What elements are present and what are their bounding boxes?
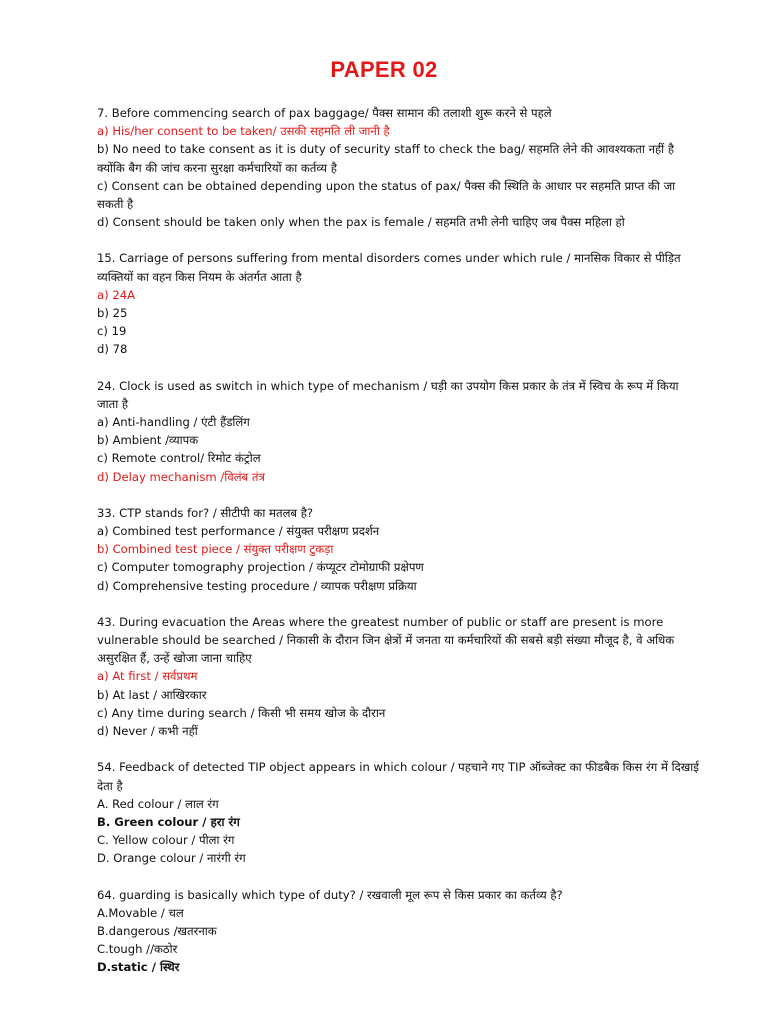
question-block [97, 613, 701, 740]
answer-option-correct: D.static / स्थिर [97, 960, 180, 975]
answer-option: c) Any time during search / किसी भी समय खोज के दौरान [97, 705, 386, 720]
answer-option-correct: a) His/her consent to be taken/ उसकी सहमति ली जानी है [97, 124, 390, 139]
answer-option-correct: B. Green colour / हरा रंग [97, 814, 240, 829]
answer-option: c) Remote control/ रिमोट कंट्रोल [97, 451, 261, 466]
answer-option: d) Never / कभी नहीं [97, 724, 198, 739]
answer-option: A.Movable / चल [97, 905, 184, 920]
answer-option: b) 25 [97, 306, 128, 321]
answer-option: B.dangerous /खतरनाक [97, 923, 217, 938]
answer-option: d) Comprehensive testing procedure / व्यापक परीक्षण प्रक्रिया [97, 578, 417, 593]
question-list [97, 104, 701, 995]
answer-option: b) Ambient /व्यापक [97, 433, 199, 448]
answer-option: C. Yellow colour / पीला रंग [97, 833, 235, 848]
answer-option: C.tough //कठोर [97, 942, 178, 957]
answer-option: a) Anti-handling / एंटी हैंडलिंग [97, 415, 250, 430]
question-block [97, 758, 701, 867]
question-text: 24. Clock is used as switch in which type of mechanism / घड़ी का उपयोग किस प्रकार के तंत्र में स्विच के रूप में किया जाता है [97, 378, 679, 411]
page-title: PAPER 02 [330, 57, 438, 82]
answer-option: b) At last / आखिरकार [97, 687, 207, 702]
question-text: 15. Carriage of persons suffering from mental disorders comes under which rule / मानसिक विकार से पीड़ित व्यक्तियों का वहन किस नियम के अंतर्गत आता है [97, 251, 681, 284]
answer-option: c) 19 [97, 324, 127, 339]
answer-option: A. Red colour / लाल रंग [97, 796, 219, 811]
question-block [97, 249, 701, 358]
question-block [97, 886, 701, 977]
question-text: 64. guarding is basically which type of duty? / रखवाली मूल रूप से किस प्रकार का कर्तव्य है? [97, 887, 563, 902]
question-block [97, 504, 701, 595]
answer-option: D. Orange colour / नारंगी रंग [97, 851, 246, 866]
answer-option-correct: a) 24A [97, 287, 135, 302]
question-text: 43. During evacuation the Areas where the greatest number of public or staff are present is more vulnerable should be searched / निकासी के दौरान जिन क्षेत्रों में जनता या कर्मचारियों की सबसे बड़ी संख्या मौजूद है, वे अधिक असुरक्षित हैं, उन्हें खोजा जाना चाहिए [97, 614, 675, 666]
answer-option: c) Computer tomography projection / कंप्यूटर टोमोग्राफी प्रक्षेपण [97, 560, 424, 575]
question-block [97, 104, 701, 231]
answer-option: b) No need to take consent as it is duty of security staff to check the bag/ सहमति लेने की आवश्यकता नहीं है क्योंकि बैग की जांच करना सुरक्षा कर्मचारियों का कर्तव्य है [97, 142, 675, 175]
answer-option-correct: a) At first / सर्वप्रथम [97, 669, 198, 684]
question-block [97, 377, 701, 486]
question-text: 33. CTP stands for? / सीटीपी का मतलब है? [97, 505, 314, 520]
answer-option: d) Consent should be taken only when the pax is female / सहमति तभी लेनी चाहिए जब पैक्स महिला हो [97, 215, 625, 230]
answer-option-correct: d) Delay mechanism /विलंब तंत्र [97, 469, 265, 484]
answer-option: c) Consent can be obtained depending upon the status of pax/ पैक्स की स्थिति के आधार पर सहमति प्राप्त की जा सकती है [97, 178, 676, 212]
answer-option: d) 78 [97, 342, 128, 357]
answer-option-correct: b) Combined test piece / संयुक्त परीक्षण टुकड़ा [97, 542, 334, 557]
answer-option: a) Combined test performance / संयुक्त परीक्षण प्रदर्शन [97, 524, 380, 539]
question-text: 54. Feedback of detected TIP object appears in which colour / पहचाने गए TIP ऑब्जेक्ट का फीडबैक किस रंग में दिखाई देता है [97, 760, 699, 793]
question-text: 7. Before commencing search of pax baggage/ पैक्स सामान की तलाशी शुरू करने से पहले [97, 106, 552, 120]
